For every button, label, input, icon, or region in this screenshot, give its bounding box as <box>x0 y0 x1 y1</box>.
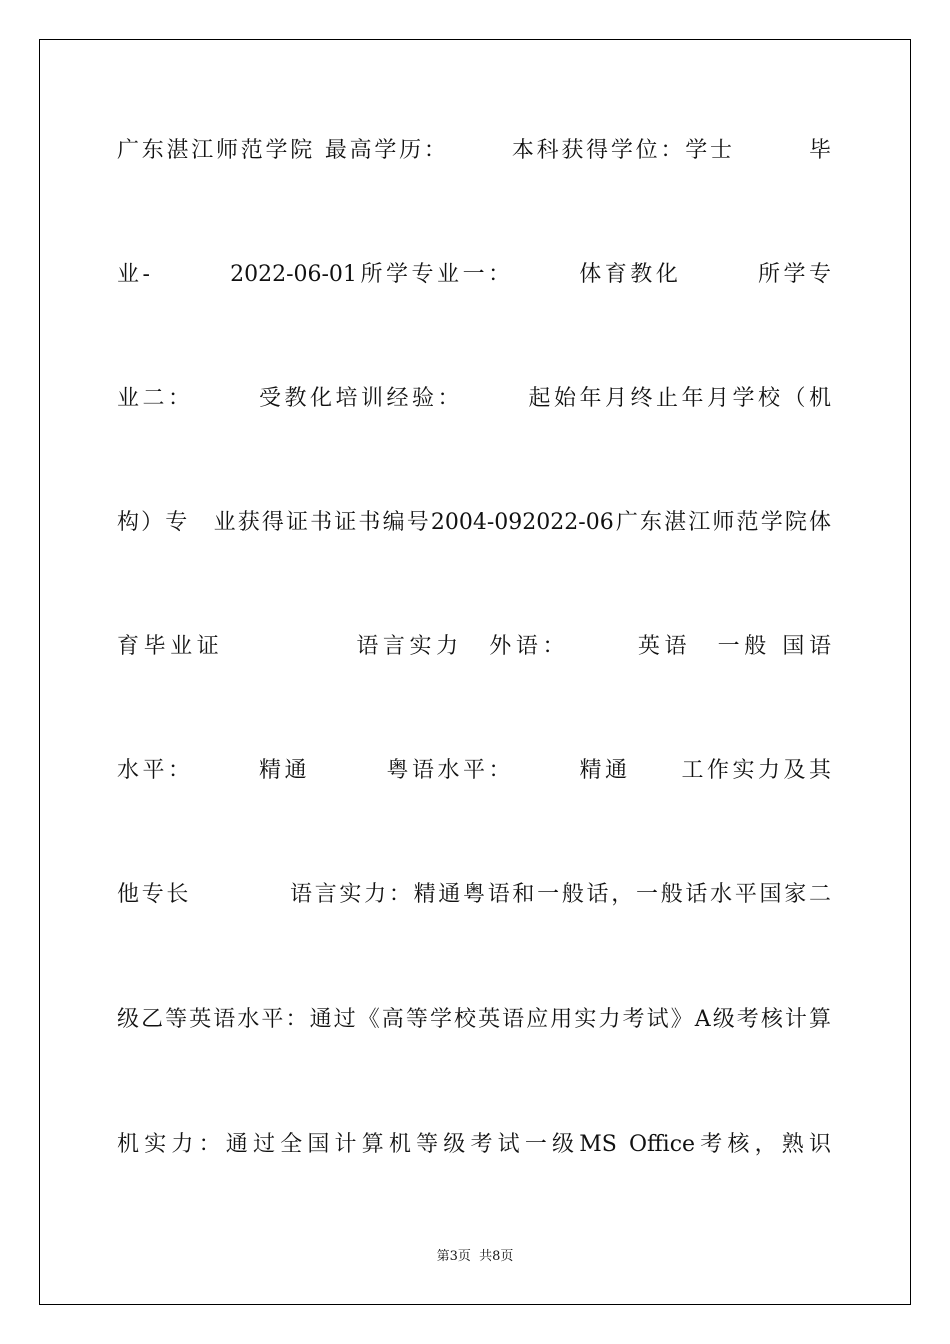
body-line-2: 业- 2022-06-01所学专业一： 体育教化 所学专 <box>117 262 831 287</box>
body-line-3: 业二： 受教化培训经验： 起始年月终止年月学校（机 <box>117 386 831 411</box>
body-line-1: 广东湛江师范学院 最高学历： 本科获得学位：学士 毕 <box>117 138 831 163</box>
body-line-4: 构）专 业获得证书证书编号2004-092022-06广东湛江师范学院体 <box>117 510 831 535</box>
body-line-8: 级乙等英语水平：通过《高等学校英语应用实力考试》A级考核计算 <box>117 1007 831 1032</box>
body-line-5: 育毕业证 语言实力 外语： 英语 一般 国语 <box>117 634 831 659</box>
page-footer <box>0 1249 950 1265</box>
body-line-6: 水平： 精通 粤语水平： 精通 工作实力及其 <box>117 758 831 783</box>
body-line-9: 机实力：通过全国计算机等级考试一级MS Office考核，熟识 <box>117 1132 831 1157</box>
page-number: 第3页 <box>436 1249 471 1264</box>
body-line-7: 他专长 语言实力：精通粤语和一般话，一般话水平国家二 <box>117 882 831 907</box>
page-total: 共8页 <box>479 1249 514 1264</box>
page-border <box>39 39 911 1305</box>
